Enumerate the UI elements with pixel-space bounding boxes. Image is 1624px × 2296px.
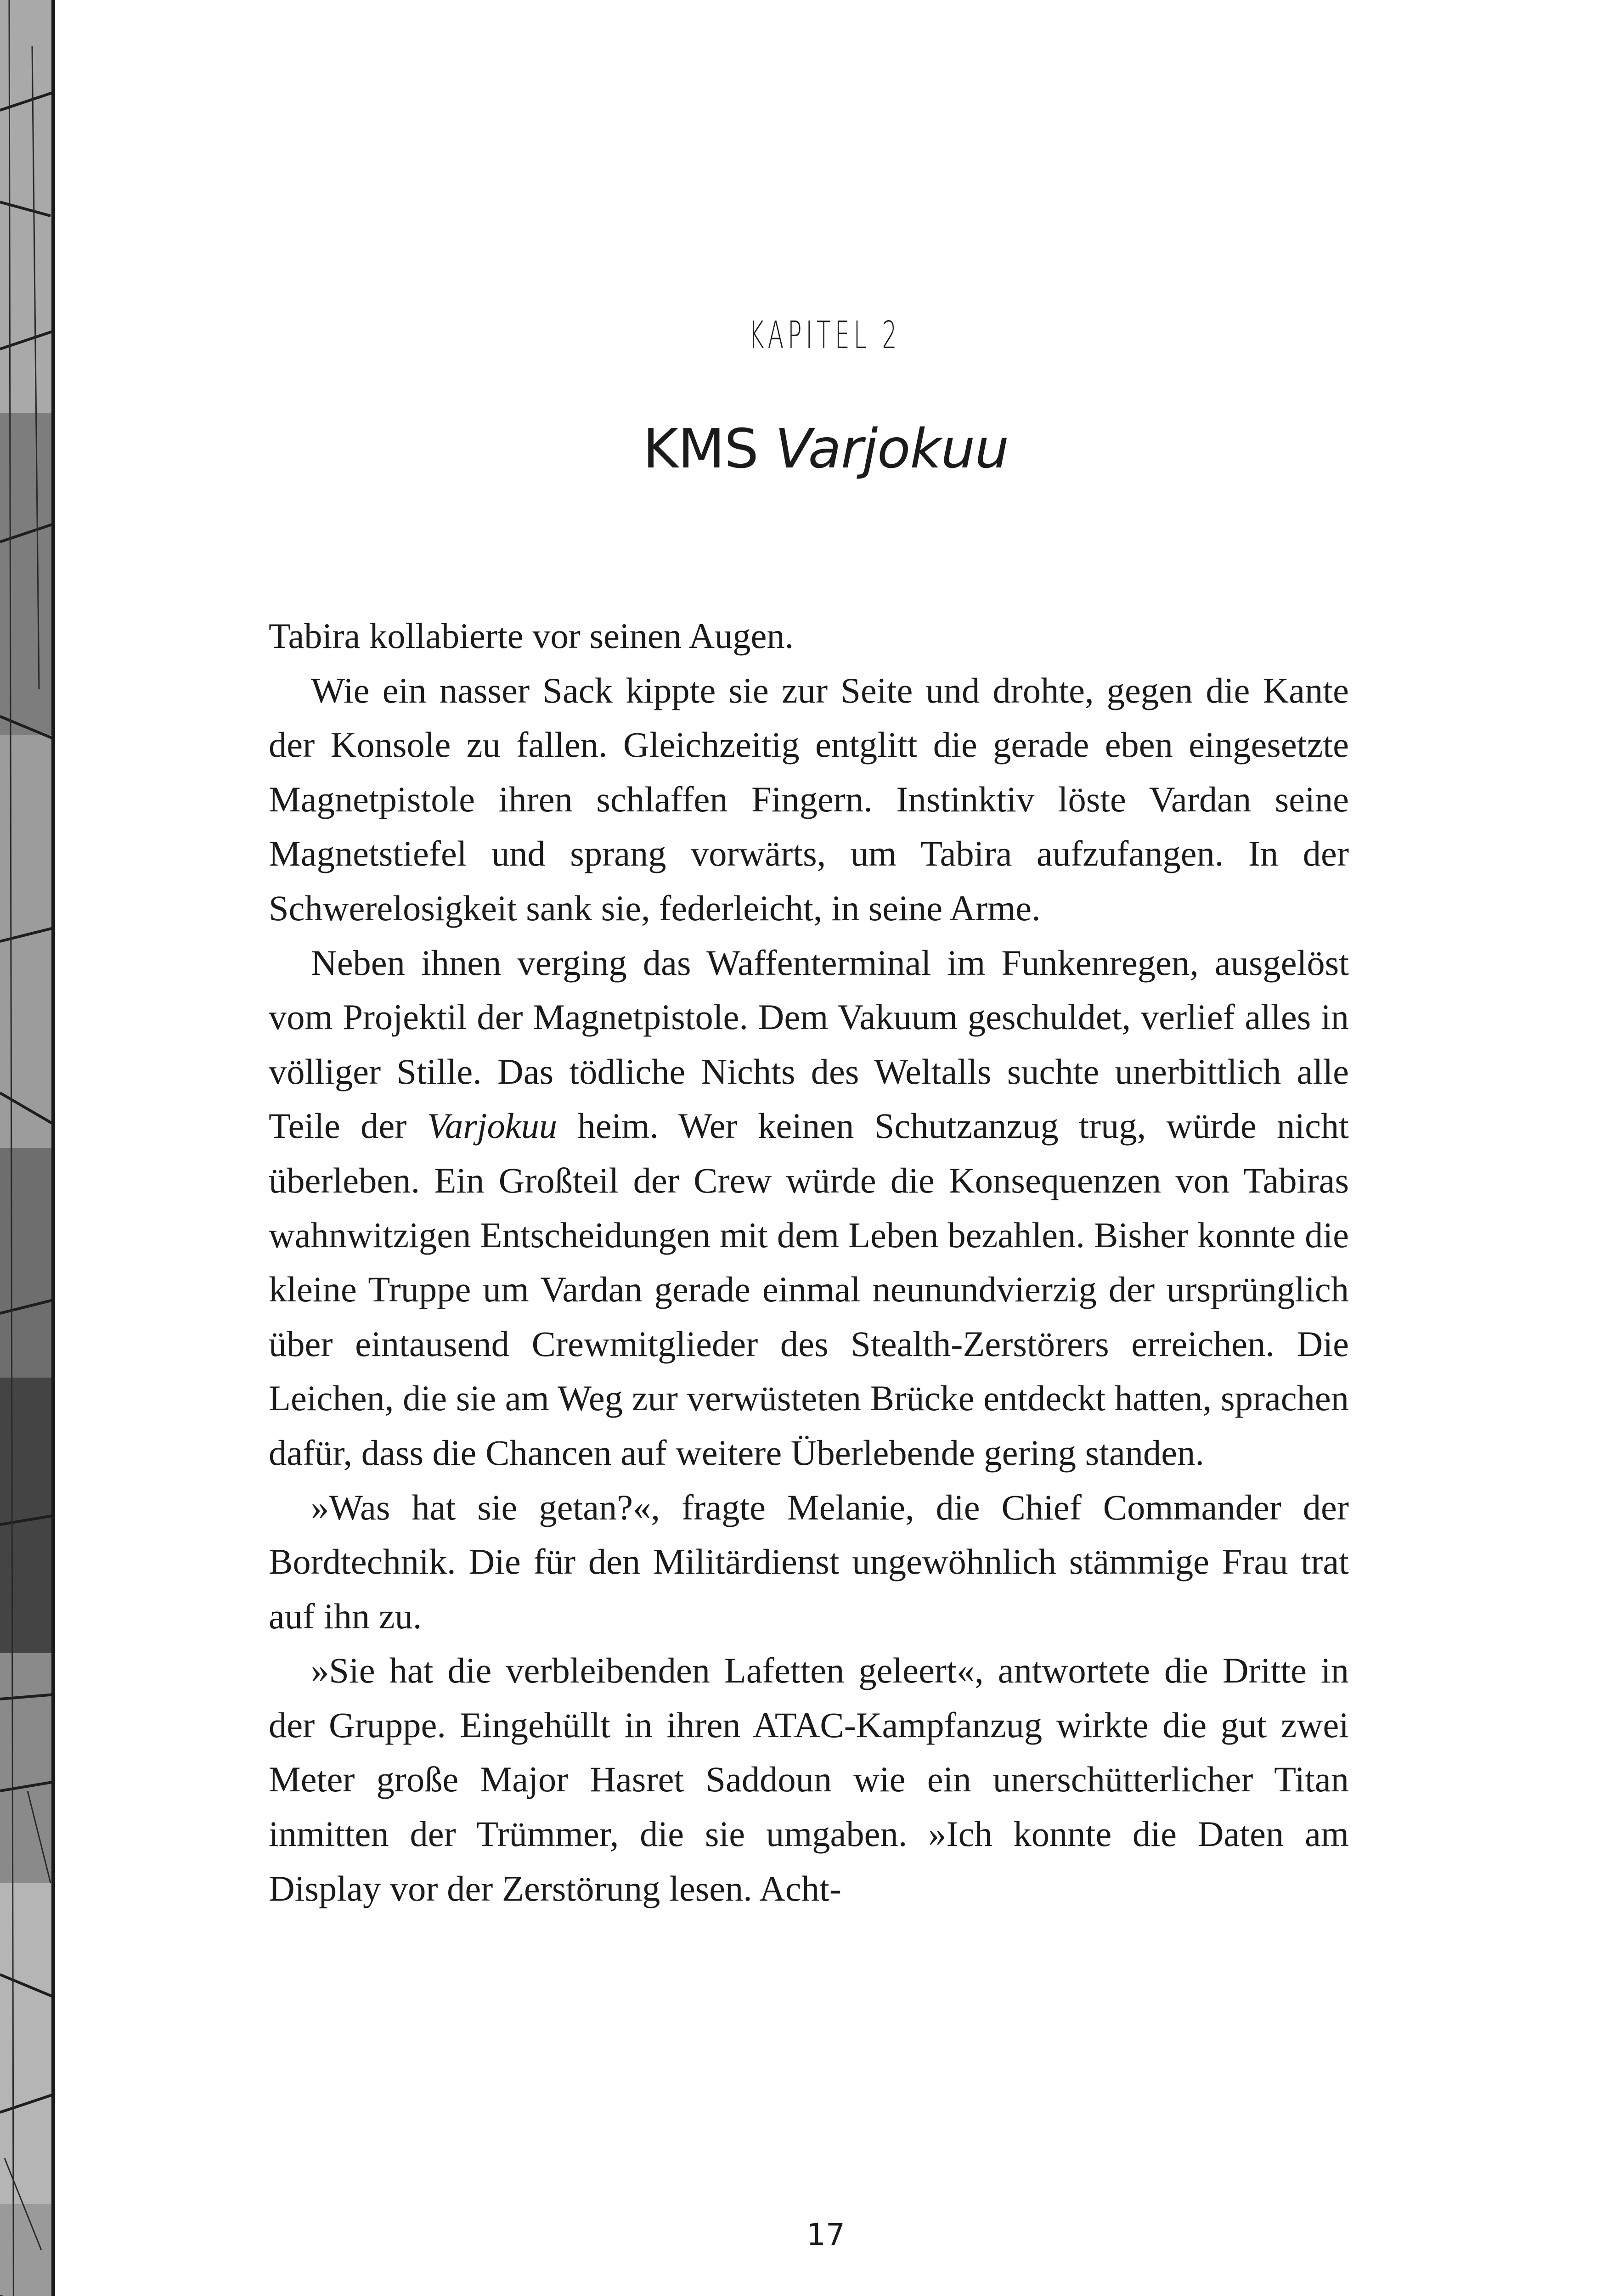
paragraph-text: Tabira kollabierte vor seinen Augen. bbox=[269, 616, 794, 656]
paragraph-text: Wie ein nasser Sack kippte sie zur Seite und drohte, gegen die Kante der Konsole zu fallen. Gleichzeitig entglitt die gerade eben eingesetzte Magnetpistole ihren schlaffen Fingern. Instinktiv löste Vardan seine Magnetstiefel und sprang vorwärts, um Tabira aufzufangen. In der Schwerelosigkeit sank sie, federleicht, in seine Arme. bbox=[269, 670, 1349, 928]
ship-name-italic: Varjokuu bbox=[427, 1106, 558, 1146]
paragraph-text: heim. Wer keinen Schutzanzug trug, würde nicht überleben. Ein Großteil der Crew würde die Konsequenzen von Tabiras wahnwitzigen Entscheidungen mit dem Leben bezahlen. Bisher konnte die kleine Truppe um Vardan gerade einmal neunundvierzig der ursprünglich über eintausend Crewmitglieder des Stealth-Zerstörers erreichen. Die Leichen, die sie am Weg zur verwüsteten Brücke entdeckt hatten, sprachen dafür, dass die Chancen auf weitere Überlebende gering standen. bbox=[269, 1106, 1349, 1473]
chapter-title bbox=[0, 417, 1624, 480]
left-edge-artwork bbox=[0, 0, 55, 2296]
paragraph bbox=[269, 936, 1349, 1480]
paragraph bbox=[269, 1643, 1349, 1916]
chapter-label: KAPITEL 2 bbox=[749, 314, 901, 357]
artwork-illustration bbox=[0, 0, 55, 2296]
paragraph bbox=[269, 609, 1349, 664]
paragraph bbox=[269, 1480, 1349, 1644]
page-number: 17 bbox=[806, 2217, 845, 2252]
paragraph bbox=[269, 664, 1349, 936]
body-text bbox=[269, 609, 1349, 1916]
paragraph-text: Neben ihnen verging das Waffenterminal im Funkenregen, ausgelöst vom Projektil der Magnetpistole. Dem Vakuum geschuldet, verlief alles in völliger Stille. Das tödliche Nichts des Weltalls suchte unerbittlich alle Teile der bbox=[269, 942, 1349, 1146]
paragraph-text: »Was hat sie getan?«, fragte Melanie, die Chief Commander der Bordtechnik. Die für den Militärdienst ungewöhnlich stämmige Frau trat auf ihn zu. bbox=[269, 1487, 1349, 1636]
chapter-title-prefix: KMS bbox=[643, 417, 775, 480]
paragraph-text: »Sie hat die verbleibenden Lafetten geleert«, antwortete die Dritte in der Gruppe. Eingehüllt in ihren ATAC-Kampfanzug wirkte die gut zwei Meter große Major Hasret Saddoun wie ein unerschütterlicher Titan inmitten der Trümmer, die sie umgaben. »Ich konnte die Daten am Display vor der Zerstörung lesen. Acht- bbox=[269, 1650, 1349, 1908]
chapter-title-ship-name: Varjokuu bbox=[775, 417, 1009, 480]
